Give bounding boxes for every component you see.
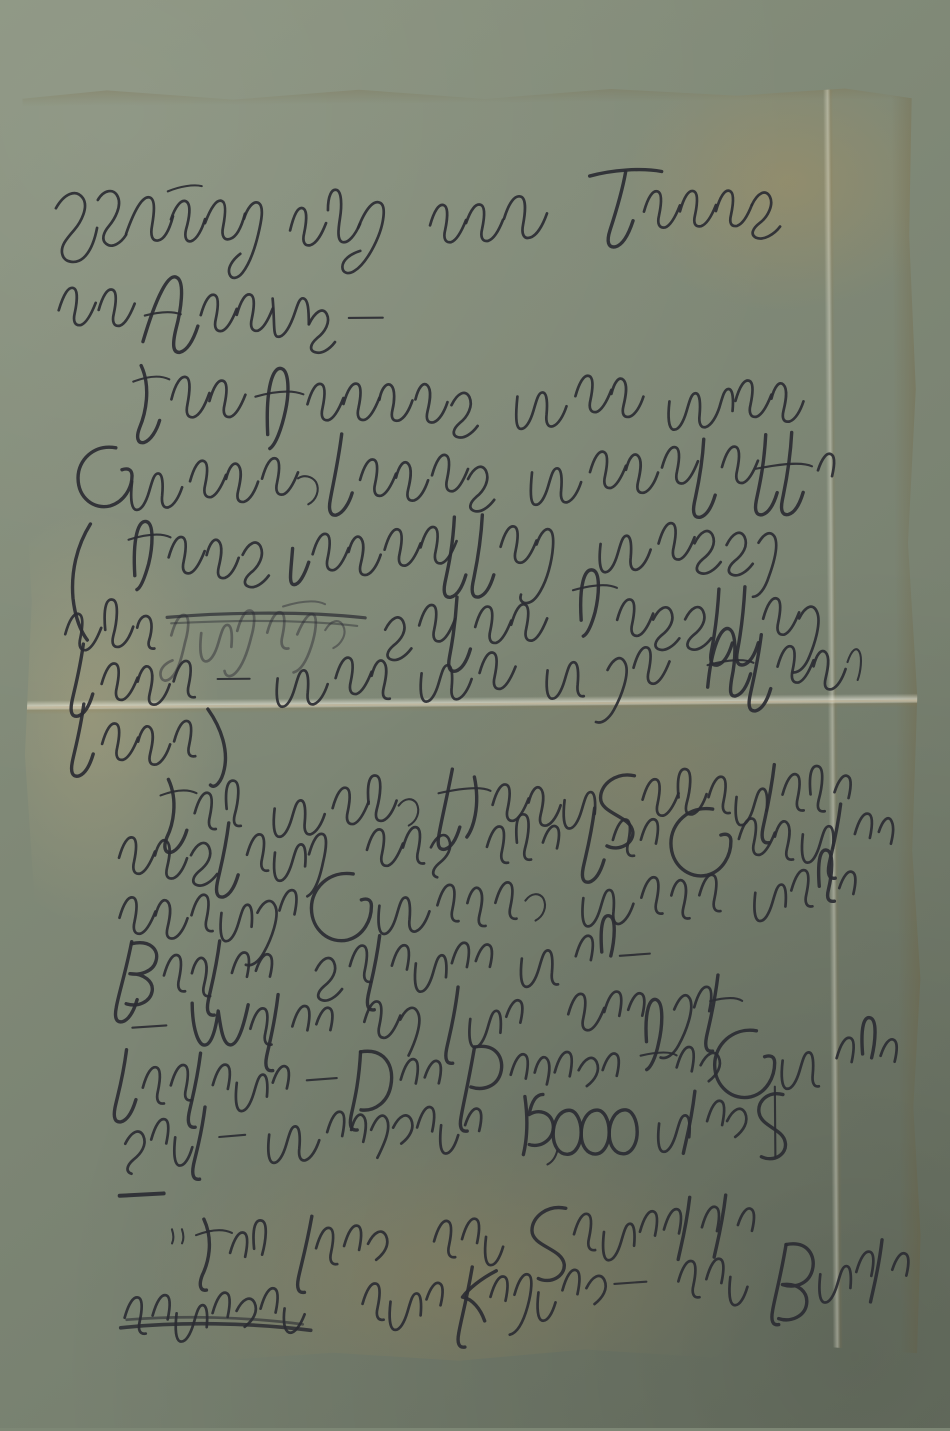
transcribed-line	[0, 36, 950, 54]
handwritten-line-8	[71, 703, 226, 787]
handwritten-line-6	[65, 568, 819, 681]
handwritten-line-13	[132, 975, 743, 1072]
handwritten-line-5	[72, 513, 777, 641]
paper-stain	[0, 507, 224, 929]
vertical-fold-crease	[823, 82, 843, 1364]
horizontal-fold-crease-line	[22, 699, 922, 708]
handwritten-line-17	[172, 1195, 755, 1294]
paper-stain	[145, 1125, 767, 1430]
strikethrough-line-6	[167, 612, 365, 619]
paper-edge-shadow	[17, 81, 917, 106]
handwritten-line-10	[119, 804, 894, 898]
paper-stain	[441, 642, 863, 905]
struck-word-line-6	[160, 601, 366, 681]
handwritten-text-block	[17, 81, 927, 1370]
handwritten-line-3	[133, 360, 804, 449]
horizontal-fold-crease	[22, 693, 922, 714]
handwritten-line-12	[115, 915, 651, 1022]
handwritten-line-1	[56, 168, 781, 279]
transcribed-line	[0, 72, 950, 90]
handwritten-line-18	[120, 1240, 909, 1350]
handwritten-line-9	[160, 764, 851, 853]
handwritten-line-11	[119, 850, 856, 966]
letter-paper	[17, 81, 927, 1370]
paper-stain	[617, 51, 950, 314]
handwritten-line-15	[125, 1087, 786, 1180]
handwritten-line-4	[78, 430, 835, 522]
transcribed-line	[0, 0, 950, 18]
transcribed-line	[0, 18, 950, 36]
struck-word-line-18	[120, 1288, 310, 1342]
handwritten-line-2	[58, 275, 383, 355]
handwritten-line-14	[113, 997, 897, 1133]
paper-edge-shadow	[891, 81, 927, 1363]
transcribed-line	[0, 54, 950, 72]
dash-separator	[120, 1193, 164, 1195]
handwritten-line-7	[71, 627, 862, 726]
